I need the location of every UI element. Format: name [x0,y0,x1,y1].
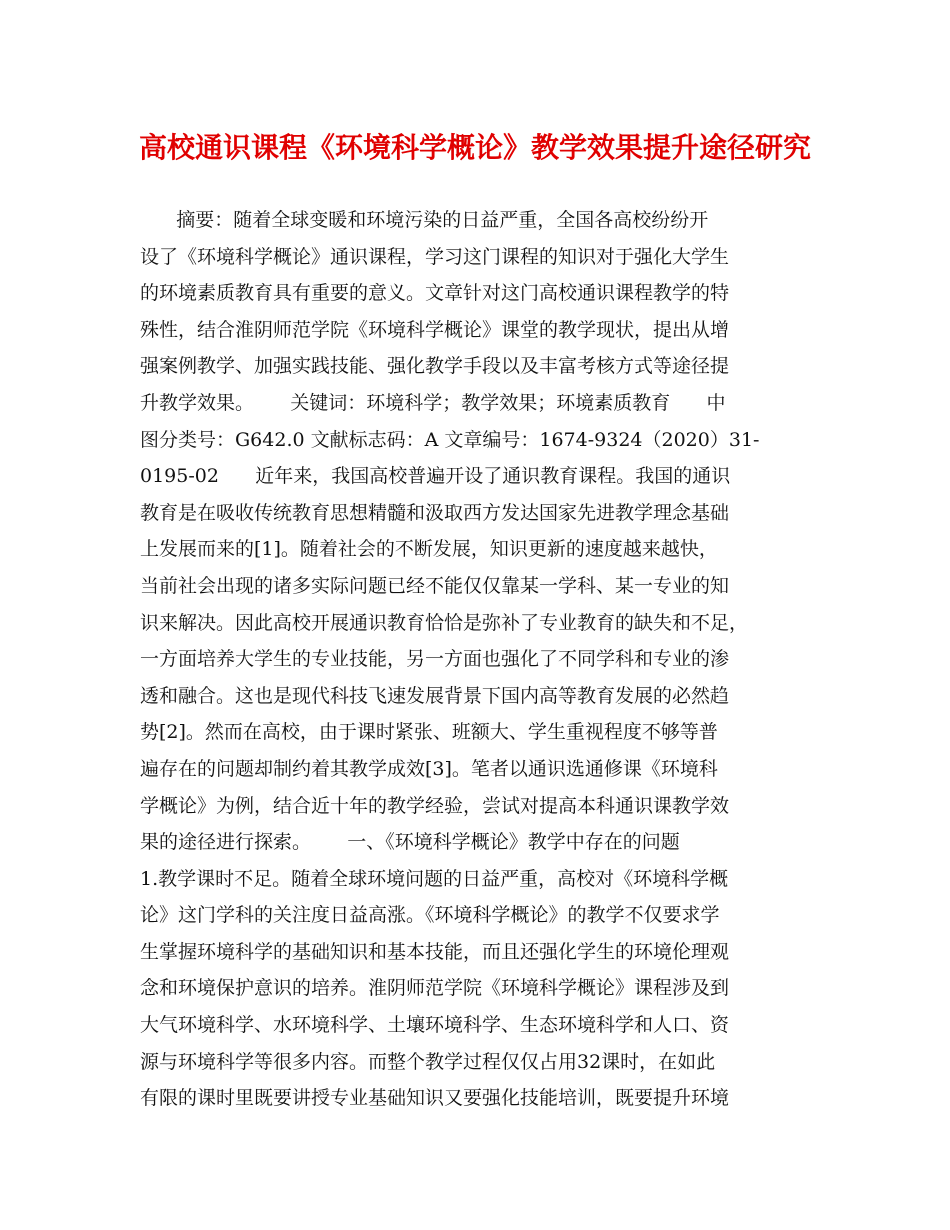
body-text-line: 升教学效果。 关键词：环境科学；教学效果；环境素质教育 中 [140,391,726,414]
body-text-line: 的环境素质教育具有重要的意义。文章针对这门高校通识课程教学的特 [140,282,730,305]
body-text-line: 一方面培养大学生的专业技能，另一方面也强化了不同学科和专业的渗 [140,648,730,671]
body-text-line: 遍存在的问题却制约着其教学成效[3]。笔者以通识选通修课《环境科 [140,757,718,780]
body-text-line: 生掌握环境科学的基础知识和基本技能，而且还强化学生的环境伦理观 [140,940,730,963]
body-text-line: 果的途径进行探索。 一、《环境科学概论》教学中存在的问题 [140,831,680,854]
body-text-line: 念和环境保护意识的培养。淮阴师范学院《环境科学概论》课程涉及到 [140,977,730,1000]
body-text-line: 大气环境科学、水环境科学、土壤环境科学、生态环境科学和人口、资 [140,1014,730,1037]
body-text-line: 学概论》为例，结合近十年的教学经验，尝试对提高本科通识课教学效 [140,794,730,817]
body-text-line: 教育是在吸收传统教育思想精髓和汲取西方发达国家先进教学理念基础 [140,501,730,524]
body-text-line: 强案例教学、加强实践技能、强化教学手段以及丰富考核方式等途径提 [140,355,730,378]
body-text-line: 透和融合。这也是现代科技飞速发展背景下国内高等教育发展的必然趋 [140,684,730,707]
body-text-line: 0195-02 近年来，我国高校普遍开设了通识教育课程。我国的通识 [140,465,731,488]
body-text-line: 当前社会出现的诸多实际问题已经不能仅仅靠某一学科、某一专业的知 [140,574,730,597]
body-text-line: 1.教学课时不足。随着全球环境问题的日益严重，高校对《环境科学概 [140,867,729,890]
document-title: 高校通识课程《环境科学概论》教学效果提升途径研究 [138,131,811,164]
body-text-line: 摘要：随着全球变暖和环境污染的日益严重，全国各高校纷纷开 [140,209,709,231]
body-text-line: 势[2]。然而在高校，由于课时紧张、班额大、学生重视程度不够等普 [140,721,718,744]
document-body [140,202,830,1117]
body-text-line: 设了《环境科学概论》通识课程，学习这门课程的知识对于强化大学生 [140,245,730,268]
body-text-line: 图分类号：G642.0 文献标志码：A 文章编号：1674-9324（2020）31- [140,428,760,451]
body-text-line: 论》这门学科的关注度日益高涨。《环境科学概论》的教学不仅要求学 [140,904,720,927]
body-text-line: 识来解决。因此高校开展通识教育恰恰是弥补了专业教育的缺失和不足， [140,611,749,634]
body-text-line: 有限的课时里既要讲授专业基础知识又要强化技能培训，既要提升环境 [140,1087,730,1110]
body-text-line: 源与环境科学等很多内容。而整个教学过程仅仅占用32课时，在如此 [140,1050,716,1073]
body-text-line: 上发展而来的[1]。随着社会的不断发展，知识更新的速度越来越快， [140,538,718,561]
body-text-line: 殊性，结合淮阴师范学院《环境科学概论》课堂的教学现状，提出从增 [140,318,730,341]
